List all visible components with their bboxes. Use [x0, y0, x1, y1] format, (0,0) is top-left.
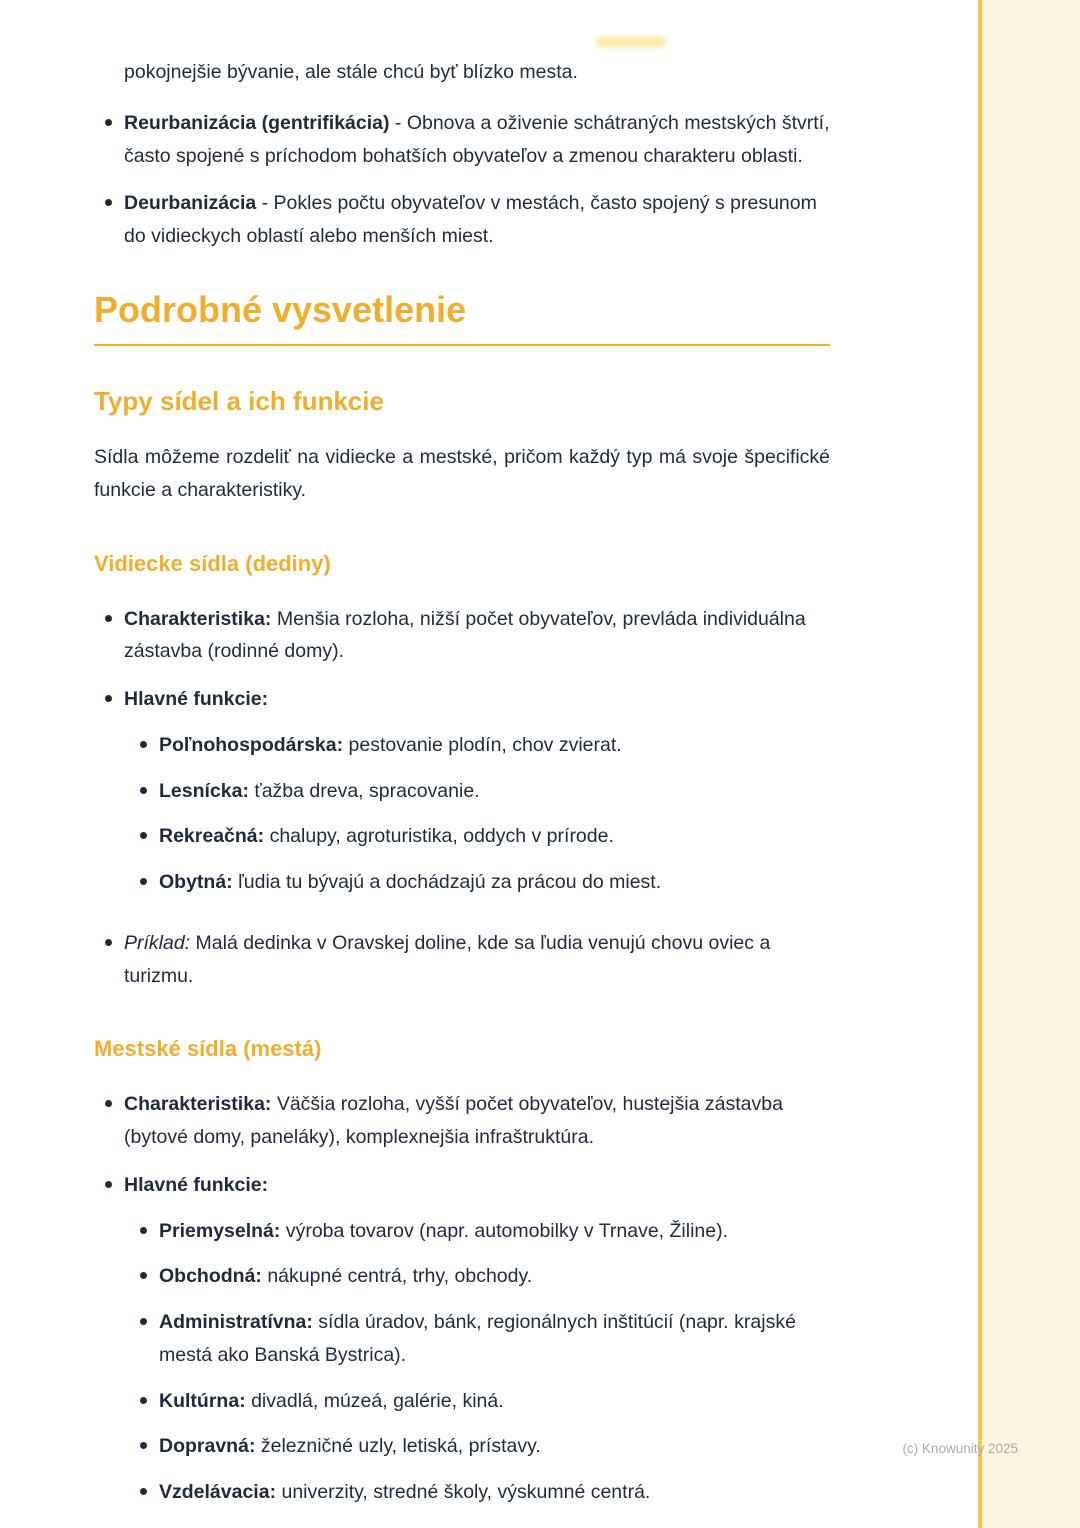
watermark: (c) Knowunity 2025	[902, 1441, 1018, 1456]
term-definition: - Obnova a oživenie schátraných mestských štvrtí, často spojené s príchodom bohatších obyvateľov a zmenou charakteru oblasti.	[124, 111, 830, 167]
term-definition: ľudia tu bývajú a dochádzajú za prácou do miest.	[232, 871, 662, 894]
list-item-hlavne-funkcie	[94, 1169, 830, 1522]
term-bold: Administratívna:	[159, 1311, 313, 1334]
bullet-icon	[140, 832, 147, 839]
sub-item-text	[159, 1476, 830, 1509]
sub-list-item	[140, 866, 830, 899]
list-item-text	[124, 187, 830, 253]
villages-functions-sublist	[140, 729, 830, 899]
term-definition: divadlá, múzeá, galérie, kiná.	[245, 1389, 504, 1412]
bullet-icon	[105, 1181, 112, 1188]
term-bold: Reurbanizácia (gentrifikácia)	[124, 111, 390, 134]
cities-bullet-list	[94, 1088, 830, 1522]
list-item-text	[124, 107, 830, 173]
term-bold: Hlavné funkcie:	[124, 688, 269, 711]
sub-list-item	[140, 1260, 830, 1293]
sub-list-item	[140, 1430, 830, 1463]
term-bold: Deurbanizácia	[124, 192, 257, 215]
sub-list-item	[140, 820, 830, 853]
bullet-icon	[105, 119, 112, 126]
sub-item-text	[159, 1260, 830, 1293]
term-bold: Charakteristika:	[124, 1093, 272, 1116]
list-item-text	[124, 603, 830, 669]
term-definition: nákupné centrá, trhy, obchody.	[261, 1265, 533, 1288]
sub-heading-vidiecke-sidla: Vidiecke sídla (dediny)	[94, 550, 331, 576]
term-bold: Poľnohospodárska:	[159, 733, 344, 756]
list-item-text	[124, 927, 830, 993]
sub-list-item	[140, 1306, 830, 1372]
term-bold: Charakteristika:	[124, 607, 272, 630]
bullet-icon	[140, 1442, 147, 1449]
term-bold: Dopravná:	[159, 1435, 256, 1458]
bullet-icon	[140, 1397, 147, 1404]
sub-item-text	[159, 820, 830, 853]
term-bold: Kultúrna:	[159, 1389, 246, 1412]
term-definition: Väčšia rozloha, vyšší počet obyvateľov, hustejšia zástavba (bytové domy, paneláky), komplexnejšia infraštruktúra.	[124, 1093, 783, 1149]
sub-item-text	[159, 1215, 830, 1248]
bullet-icon	[140, 741, 147, 748]
bullet-icon	[140, 787, 147, 794]
sub-item-text	[159, 1430, 830, 1463]
bullet-icon	[105, 615, 112, 622]
list-item-reurbanizacia	[94, 107, 830, 173]
term-bold: Rekreačná:	[159, 825, 265, 848]
intro-bullet-list	[94, 107, 830, 253]
example-text: Malá dedinka v Oravskej doline, kde sa ľudia venujú chovu oviec a turizmu.	[124, 931, 771, 987]
sub-item-text	[159, 1385, 830, 1418]
bullet-icon	[140, 1227, 147, 1234]
cities-functions-sublist	[140, 1215, 830, 1509]
list-item-hlavne-funkcie	[94, 683, 830, 912]
term-definition: chalupy, agroturistika, oddych v prírode.	[264, 825, 614, 848]
list-item-text	[124, 1088, 830, 1154]
term-definition: pestovanie plodín, chov zvierat.	[343, 733, 622, 756]
list-item-charakteristika	[94, 603, 830, 669]
section-intro-paragraph: Sídla môžeme rozdeliť na vidiecke a mestské, pričom každý typ má svoje špecifické funkcie a charakteristiky.	[94, 446, 830, 501]
list-item-priklad	[94, 927, 830, 993]
sub-item-text	[159, 866, 830, 899]
bullet-icon	[105, 939, 112, 946]
example-label: Príklad:	[124, 931, 191, 954]
term-bold: Vzdelávacia:	[159, 1481, 277, 1504]
bullet-icon	[105, 695, 112, 702]
main-heading: Podrobné vysvetlenie	[94, 289, 830, 346]
term-bold: Obytná:	[159, 871, 233, 894]
bullet-icon	[105, 199, 112, 206]
term-definition: ťažba dreva, spracovanie.	[248, 779, 480, 802]
section-heading-typy-sidel: Typy sídel a ich funkcie	[94, 386, 384, 417]
list-item-deurbanizacia	[94, 187, 830, 253]
term-definition: železničné uzly, letiská, prístavy.	[255, 1435, 541, 1458]
term-definition: Menšia rozloha, nižší počet obyvateľov, prevláda individuálna zástavba (rodinné domy).	[124, 607, 806, 663]
sub-list-item	[140, 1385, 830, 1418]
bullet-icon	[140, 1272, 147, 1279]
sub-heading-mestske-sidla: Mestské sídla (mestá)	[94, 1036, 322, 1062]
term-definition: sídla úradov, bánk, regionálnych inštitúcií (napr. krajské mestá ako Banská Bystrica).	[159, 1311, 796, 1366]
bullet-icon	[140, 878, 147, 885]
term-definition: - Pokles počtu obyvateľov v mestách, často spojený s presunom do vidieckych oblastí alebo menších miest.	[124, 192, 817, 247]
list-item-charakteristika	[94, 1088, 830, 1154]
sub-item-text	[159, 775, 830, 808]
bullet-icon	[140, 1488, 147, 1495]
term-bold: Lesnícka:	[159, 779, 249, 802]
term-bold: Hlavné funkcie:	[124, 1173, 269, 1196]
term-definition: výroba tovarov (napr. automobilky v Trnave, Žiline).	[280, 1219, 729, 1242]
sub-list-item	[140, 729, 830, 762]
term-definition: univerzity, stredné školy, výskumné centrá.	[276, 1481, 651, 1504]
list-item-body	[124, 683, 830, 912]
bullet-icon	[105, 1100, 112, 1107]
bullet-icon	[140, 1318, 147, 1325]
sub-item-text	[159, 729, 830, 762]
list-item-body	[124, 1169, 830, 1522]
sub-list-item	[140, 775, 830, 808]
sub-list-item	[140, 1215, 830, 1248]
term-bold: Obchodná:	[159, 1265, 262, 1288]
term-bold: Priemyselná:	[159, 1219, 281, 1242]
villages-bullet-list	[94, 603, 830, 993]
sub-item-text	[159, 1306, 830, 1372]
sub-list-item	[140, 1476, 830, 1509]
paragraph-continuation: pokojnejšie bývanie, ale stále chcú byť blízko mesta.	[124, 61, 578, 83]
